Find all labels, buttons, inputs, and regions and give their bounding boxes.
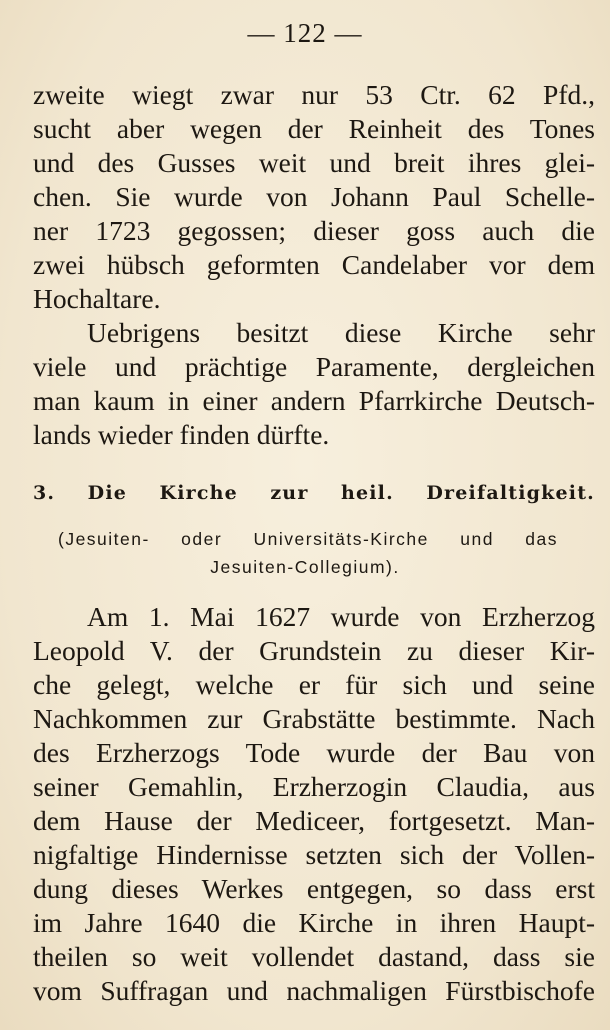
text-line: Leopold V. der Grundstein zu dieser Kir- <box>33 635 595 666</box>
section-subtitle: Jesuiten-Collegium). <box>210 557 400 577</box>
section-heading: 3. Die Kirche zur heil. Dreifaltigkeit. <box>33 482 595 504</box>
text-line: Hochaltare. <box>33 283 161 314</box>
text-line: dem Hause der Mediceer, fortgesetzt. Man- <box>33 805 595 836</box>
text-line: seiner Gemahlin, Erzherzogin Claudia, aus <box>33 771 595 802</box>
text-line: des Erzherzogs Tode wurde der Bau von <box>33 737 595 768</box>
section-subtitle: (Jesuiten- oder Universitäts-Kirche und das <box>58 529 558 549</box>
page-number: — 122 — <box>247 18 363 48</box>
text-line: nigfaltige Hindernisse setzten sich der Vollen- <box>33 839 595 870</box>
text-line: sucht aber wegen der Reinheit des Tones <box>33 113 595 144</box>
text-line: chen. Sie wurde von Johann Paul Schelle- <box>33 181 595 212</box>
text-line: viele und prächtige Paramente, dergleichen <box>33 351 595 382</box>
text-line: Am 1. Mai 1627 wurde von Erzherzog <box>87 601 595 632</box>
text-line: lands wieder finden dürfte. <box>33 419 330 450</box>
text-line: Nachkommen zur Grabstätte bestimmte. Nach <box>33 703 595 734</box>
text-line: im Jahre 1640 die Kirche in ihren Haupt- <box>33 907 595 938</box>
text-line: Uebrigens besitzt diese Kirche sehr <box>87 317 595 348</box>
text-line: ner 1723 gegossen; dieser goss auch die <box>33 215 595 246</box>
text-line: dung dieses Werkes entgegen, so dass erst <box>33 873 595 904</box>
text-line: che gelegt, welche er für sich und seine <box>33 669 595 700</box>
text-line: vom Suffragan und nachmaligen Fürstbischofe <box>33 975 595 1006</box>
text-line: und des Gusses weit und breit ihres glei- <box>33 147 595 178</box>
text-line: man kaum in einer andern Pfarrkirche Deutsch- <box>33 385 595 416</box>
text-line: zweite wiegt zwar nur 53 Ctr. 62 Pfd., <box>33 79 595 110</box>
text-line: zwei hübsch geformten Candelaber vor dem <box>33 249 595 280</box>
text-line: theilen so weit vollendet dastand, dass sie <box>33 941 595 972</box>
